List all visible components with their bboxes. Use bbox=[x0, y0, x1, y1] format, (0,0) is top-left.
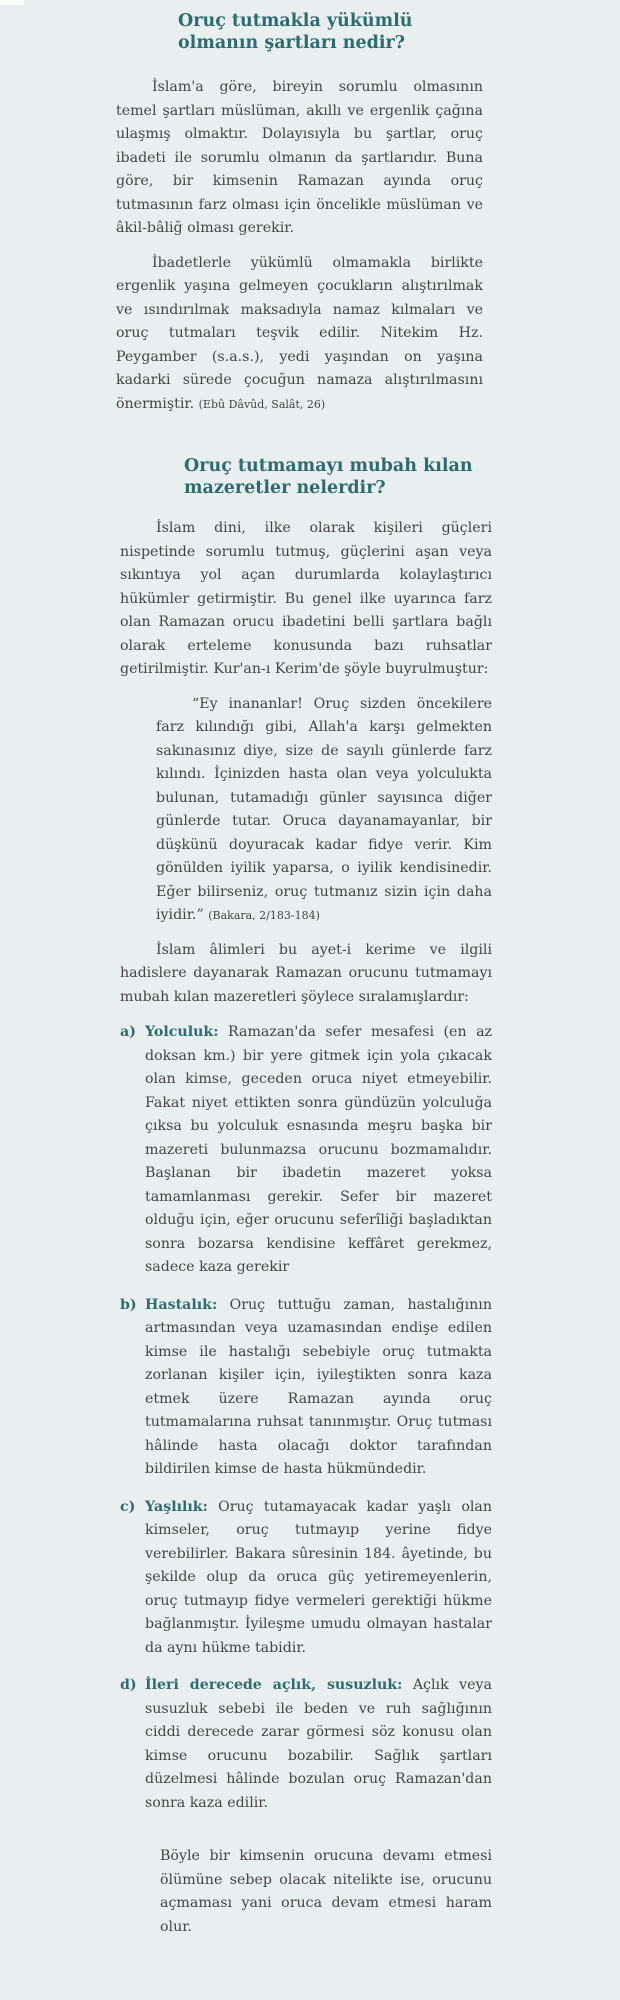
list-item-text: Oruç tuttuğu zaman, hastalığının artmasından veya uzamasından endişe edilen kimse ile hastalığı sebebiyle oruç tutmakta zorlanan kişiler için, iyileştikten sonra kaza etmek üzere Ramazan ayında oruç tutmamalarına ruhsat tanınmıştır. Oruç tutması hâlinde hasta olacağı doktor tarafından bildirilen kimse de hasta hükmündedir. bbox=[145, 1296, 492, 1477]
list-item-label: d) bbox=[120, 1677, 137, 1693]
excuse-list bbox=[120, 1021, 492, 1815]
list-item-body bbox=[145, 1674, 492, 1815]
section-excuses bbox=[120, 455, 492, 1950]
excuse-item-hunger-thirst bbox=[120, 1674, 492, 1815]
verse-source: (Bakara, 2/183-184) bbox=[208, 909, 320, 922]
verse-text: “Ey inananlar! Oruç sizden öncekilere farz kılındığı gibi, Allah'a karşı gelmekten sakınasınız diye, size de sayılı günlerde farz kılındı. İçinizden hasta olan veya yolculukta bulunan, tutamadığı günler sayısınca diğer günlerde tutar. Oruca dayanamayanlar, bir düşkünü doyuracak kadar fidye verir. Kim gönülden iyilik yaparsa, o iyilik kendisinedir. Eğer bilirseniz, oruç tutmanız sizin için daha iyidir.” bbox=[156, 695, 492, 923]
section-1-paragraph-2 bbox=[116, 252, 483, 417]
list-item-body bbox=[145, 1496, 492, 1661]
list-item-body bbox=[145, 1021, 492, 1280]
list-item-text: Oruç tutamayacak kadar yaşlı olan kimseler, oruç tutmayıp yerine fidye verebilirler. Bakara sûresinin 184. âyetinde, bu şekilde olup da oruca güç yetiremeyenlerin, oruç tutmayıp fidye vermeleri gerektiği hükme bağlanmıştır. İyileşme umudu olmayan hastalar da aynı hükme tabidir. bbox=[145, 1498, 492, 1656]
excuse-item-travel bbox=[120, 1021, 492, 1280]
section-1-paragraph-2-text: İbadetlerle yükümlü olmamakla birlikte ergenlik yaşına gelmeyen çocukların alıştırılmak ve ısındırılmak maksadıyla namaz kılmaları ve oruç tutmaları teşvik edilir. Nitekim Hz. Peygamber (s.a.s.), yedi yaşından on yaşına kadarki sürede çocuğun namaza alıştırılmasını önermiştir. bbox=[116, 254, 483, 412]
section-obligation bbox=[116, 10, 483, 427]
section-2-paragraph-1: İslam dini, ilke olarak kişileri güçleri nispetinde sorumlu tutmuş, güçlerini aşan veya sıkıntıya yol açan durumlarda kolaylaştırıcı hükümler getirmiştir. Bu genel ilke uyarınca farz olan Ramazan orucu ibadetini belli şartlara bağlı olarak erteleme konusunda bazı ruhsatlar getirilmiştir. Kur'an-ı Kerim'de şöyle buyrulmuştur: bbox=[120, 520, 492, 677]
verse-quote-text bbox=[156, 693, 492, 928]
list-item-label: a) bbox=[120, 1024, 136, 1040]
corner-mark bbox=[0, 0, 24, 5]
hadith-source: (Ebû Dâvûd, Salât, 26) bbox=[198, 397, 326, 411]
list-item-title: Hastalık: bbox=[145, 1296, 218, 1313]
list-item-title: Yolculuk: bbox=[145, 1024, 219, 1040]
closing-paragraph: Böyle bir kimsenin orucuna devamı etmesi ölümüne sebep olacak nitelikte ise, orucunu açmaması yani oruca devam etmesi haram olur. bbox=[160, 1848, 492, 1935]
excuse-item-illness bbox=[120, 1294, 492, 1482]
section-1-paragraph-1: İslam'a göre, bireyin sorumlu olmasının temel şartları müslüman, akıllı ve ergenlik çağına ulaşmış olmaktır. Dolayısıyla bu şartlar, oruç ibadeti ile sorumlu olmanın da şartlarıdır. Buna göre, bir kimsenin Ramazan ayında oruç tutmasının farz olması için öncelikle müslüman ve âkil-bâliğ olması gerekir. bbox=[116, 79, 483, 236]
section-2-title: Oruç tutmamayı mubah kılan mazeretler nelerdir? bbox=[184, 456, 473, 498]
list-item-label: b) bbox=[120, 1296, 137, 1313]
list-item-body bbox=[145, 1294, 492, 1482]
list-item-label: c) bbox=[120, 1498, 136, 1515]
section-2-paragraph-2: İslam âlimleri bu ayet-i kerime ve ilgili hadislere dayanarak Ramazan orucunu tutmamayı mubah kılan mazeretleri şöylece sıralamışlardır: bbox=[120, 941, 492, 1005]
verse-quote bbox=[120, 693, 492, 928]
list-item-title: İleri derecede açlık, susuzluk: bbox=[145, 1677, 403, 1693]
excuse-item-old-age bbox=[120, 1496, 492, 1661]
list-item-title: Yaşlılık: bbox=[145, 1498, 208, 1515]
list-item-text: Ramazan'da sefer mesafesi (en az doksan km.) bir yere gitmek için yola çıkacak olan kimse, geceden oruca niyet etmeyebilir. Fakat niyet ettikten sonra gündüzün yolculuğa çıksa bu yolculuk esnasında meşru başka bir mazereti bulunmazsa orucunu bozmamalıdır. Başlanan bir ibadetin mazeret yoksa tamamlanması gerekir. Sefer bir mazeret olduğu için, eğer orucunu seferîliği başladıktan sonra bozarsa kendisine keffâret gerekmez, sadece kaza gerekir bbox=[145, 1024, 492, 1275]
section-1-title: Oruç tutmakla yükümlü olmanın şartları nedir? bbox=[178, 11, 413, 53]
list-item-text: Açlık veya susuzluk sebebi ile beden ve ruh sağlığının ciddi derecede zarar görmesi söz konusu olan kimse orucunu bozabilir. Sağlık şartları düzelmesi hâlinde bozulan oruç Ramazan'dan sonra kaza edilir. bbox=[145, 1677, 492, 1811]
